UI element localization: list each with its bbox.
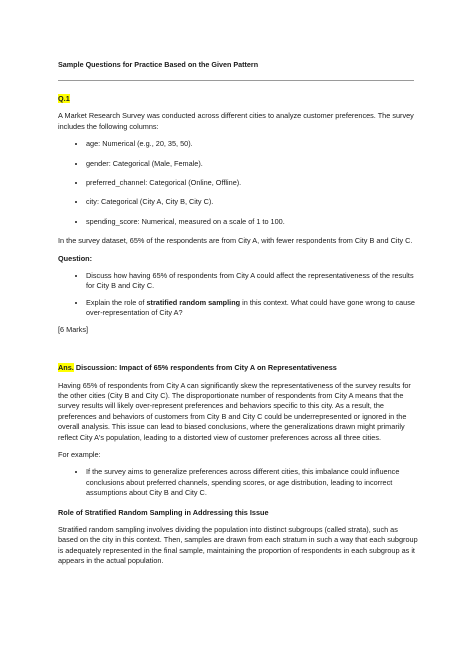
marks-label: [6 Marks] — [58, 324, 89, 334]
divider — [58, 80, 414, 81]
document-body — [58, 94, 418, 574]
question-heading: Question: — [58, 253, 93, 263]
answer-paragraph-1: Having 65% of respondents from City A can significantly skew the representativeness of the survey results for the other cities (City B and City C). The disproportionate number of respondents from City A means that the survey results will likely over-represent preferences and behaviors specific to this city. As a result, the preferences and behaviors of customers from City B and City C could be underrepresented or ignored in the overall analysis. This issue can lead to biased conclusions, where the generalizations drawn might primarily reflect City A's population, leading to a distorted view of customer preferences across all three cities. — [58, 380, 411, 442]
question2-text-post: in this context. What could have gone wrong to cause over-representation of City A? — [86, 297, 415, 318]
example-item: • If the survey aims to generalize preferences across different cities, this imbalance could influence conclusions about preferred channels, spending scores, or age distribution, leading to incorrect assumptions about City B and City C. — [86, 467, 418, 498]
answer-heading-paragraph — [58, 363, 418, 373]
question2-text-bold: stratified random sampling — [146, 297, 241, 307]
question-intro: A Market Research Survey was conducted across different cities to analyze customer preferences. The survey includes the following columns: — [58, 111, 414, 131]
role-heading: Role of Stratified Random Sampling in Addressing this Issue — [58, 507, 269, 517]
columns-list — [58, 139, 418, 227]
question-label-paragraph — [58, 94, 418, 104]
question2-text-pre: Explain the role of — [86, 297, 147, 307]
answer-paragraph-2: Stratified random sampling involves dividing the population into distinct subgroups (called strata), such as based on the city in this context. Then, samples are drawn from each stratum in such a way that each subgroup is adequately represented in the final sample, maintaining the proportion of respondents in each subgroup as it appears in the actual population. — [58, 524, 418, 566]
page-title: Sample Questions for Practice Based on the Given Pattern — [58, 60, 259, 69]
example-heading: For example: — [58, 449, 101, 459]
list-item: • preferred_channel: Categorical (Online, Offline). — [86, 178, 418, 188]
list-item: • spending_score: Numerical, measured on a scale of 1 to 100. — [86, 217, 418, 227]
list-item: • city: Categorical (City A, City B, City C). — [86, 197, 418, 207]
question-item-2 — [86, 298, 418, 319]
question-label: Q.1 — [58, 94, 70, 103]
example-list — [58, 467, 418, 498]
dataset-note: In the survey dataset, 65% of the respondents are from City A, with fewer respondents from City B and City C. — [58, 236, 413, 246]
question-item-1: • Discuss how having 65% of respondents from City A could affect the representativeness of the results for City B and City C. — [86, 271, 418, 292]
list-item: • gender: Categorical (Male, Female). — [86, 159, 418, 169]
answer-heading: Discussion: Impact of 65% respondents from City A on Representativeness — [73, 363, 337, 373]
answer-label: Ans. — [58, 363, 74, 373]
question-list — [58, 271, 418, 319]
list-item: • age: Numerical (e.g., 20, 35, 50). — [86, 139, 418, 149]
